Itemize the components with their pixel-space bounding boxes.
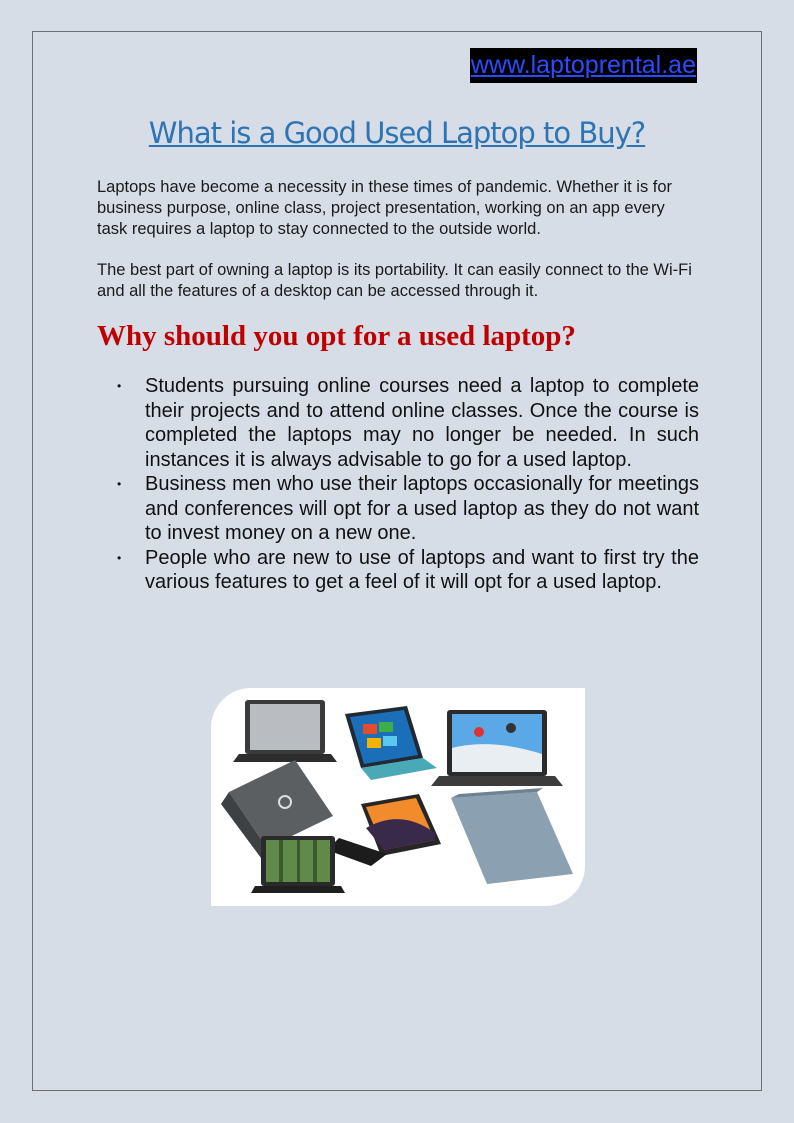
laptop-collage-icon bbox=[211, 688, 585, 906]
portability-paragraph: The best part of owning a laptop is its portability. It can easily connect to the Wi-Fi and all the features of a desktop can be accessed through it. bbox=[97, 261, 692, 300]
intro-paragraph: Laptops have become a necessity in these times of pandemic. Whether it is for business purpose, online class, project presentation, working on an app every task requires a laptop to stay connected to the outside world. bbox=[97, 178, 673, 238]
list-item-text: Students pursuing online courses need a laptop to complete their projects and to attend online classes. Once the course is completed the laptops may no longer be needed. In such instances it is always advisable to go for a used laptop. bbox=[145, 375, 699, 471]
reasons-list bbox=[113, 374, 699, 595]
bullet-icon: • bbox=[117, 477, 122, 491]
bullet-icon: • bbox=[117, 550, 122, 565]
page-title: What is a Good Used Laptop to Buy? bbox=[148, 116, 646, 150]
list-item bbox=[113, 546, 699, 595]
laptop-icon bbox=[345, 706, 437, 780]
laptop-icon bbox=[431, 710, 563, 786]
list-item bbox=[113, 472, 699, 546]
list-item-text: People who are new to use of laptops and want to first try the various features to get a feel of it will opt for a used laptop. bbox=[145, 546, 699, 593]
laptop-icon bbox=[233, 700, 337, 762]
laptop-collage-image bbox=[211, 688, 585, 906]
section-heading: Why should you opt for a used laptop? bbox=[97, 320, 576, 352]
list-item bbox=[113, 374, 699, 472]
document-page bbox=[32, 31, 762, 1091]
bullet-icon: • bbox=[117, 379, 122, 393]
laptop-icon bbox=[451, 788, 573, 884]
list-item-text: Business men who use their laptops occasionally for meetings and conferences will opt for a used laptop as they do not want to invest money on a new one. bbox=[145, 473, 699, 544]
laptop-icon bbox=[251, 836, 345, 893]
website-link[interactable]: www.laptoprental.ae bbox=[470, 48, 697, 83]
laptop-icon bbox=[327, 794, 441, 866]
